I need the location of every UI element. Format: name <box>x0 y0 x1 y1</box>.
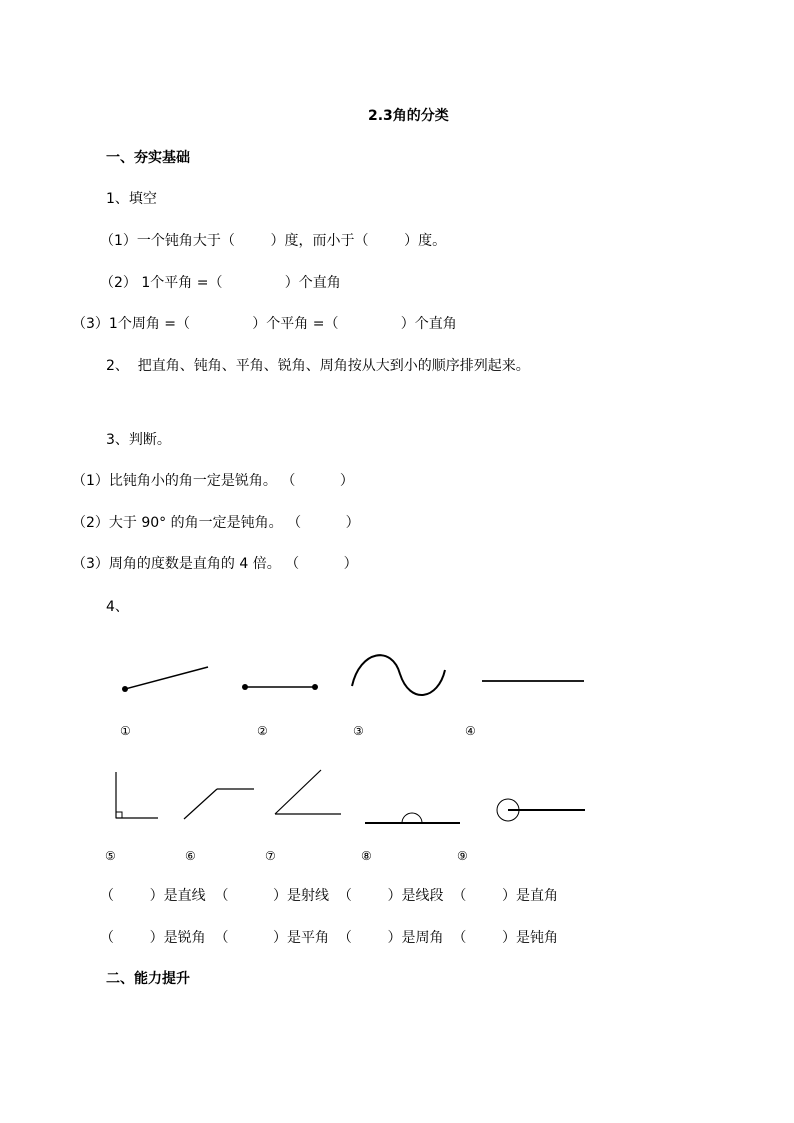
q1-label: 1、填空 <box>106 191 157 207</box>
q1-part1: （1）一个钝角大于（ ）度，而小于（ ）度。 <box>100 233 447 249</box>
figure-number-1: ① <box>120 724 131 738</box>
figure-3-curve <box>352 655 445 695</box>
figure-6-obtuse-angle <box>184 789 254 819</box>
figure-8-straight-angle <box>365 813 460 823</box>
section-1-heading: 一、夯实基础 <box>106 150 190 166</box>
figure-number-7: ⑦ <box>265 849 276 863</box>
figure-number-9: ⑨ <box>457 849 468 863</box>
q3-label: 3、判断。 <box>106 432 171 448</box>
figure-2-segment <box>242 684 318 690</box>
q4-answer-row-2: （ ）是锐角 （ ）是平角 （ ）是周角 （ ）是钝角 <box>100 930 559 946</box>
figure-number-3: ③ <box>353 724 364 738</box>
q3-part2: （2）大于 90° 的角一定是钝角。 （ ） <box>72 515 360 531</box>
page-title: 2.3角的分类 <box>368 108 449 124</box>
figure-number-6: ⑥ <box>185 849 196 863</box>
q3-part1: （1）比钝角小的角一定是锐角。 （ ） <box>72 473 354 489</box>
section-2-heading: 二、能力提升 <box>106 971 190 987</box>
q3-part3: （3）周角的度数是直角的 4 倍。 （ ） <box>72 556 358 572</box>
q4-answer-row-1: （ ）是直线 （ ）是射线 （ ）是线段 （ ）是直角 <box>100 888 559 904</box>
figure-number-5: ⑤ <box>105 849 116 863</box>
q4-label: 4、 <box>106 599 129 615</box>
figure-5-right-angle <box>116 772 158 818</box>
figure-9-full-angle <box>497 799 585 821</box>
q2-text: 2、 把直角、钝角、平角、锐角、周角按从大到小的顺序排列起来。 <box>106 358 530 374</box>
figure-number-4: ④ <box>465 724 476 738</box>
figure-1-ray <box>122 667 208 692</box>
figure-number-8: ⑧ <box>361 849 372 863</box>
figure-7-acute-angle <box>275 770 341 814</box>
figure-number-2: ② <box>257 724 268 738</box>
q1-part2: （2） 1个平角 =（ ）个直角 <box>100 275 341 291</box>
q1-part3: （3）1个周角 =（ ）个平角 =（ ）个直角 <box>72 316 457 332</box>
